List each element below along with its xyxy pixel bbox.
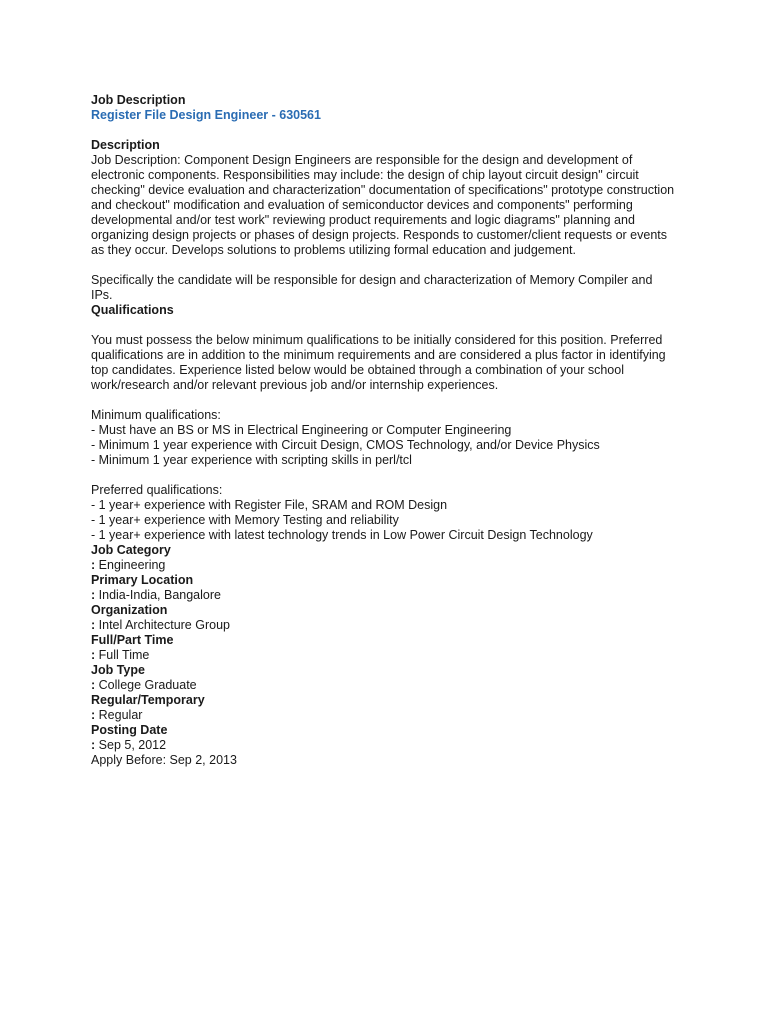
job-details xyxy=(91,543,691,768)
list-item: - 1 year+ experience with latest technology trends in Low Power Circuit Design Technology xyxy=(91,528,593,542)
preferred-qualifications-label: Preferred qualifications: xyxy=(91,483,223,497)
qualifications-intro xyxy=(91,333,691,393)
list-item: - Must have an BS or MS in Electrical Engineering or Computer Engineering xyxy=(91,423,512,437)
list-item: - Minimum 1 year experience with scripting skills in perl/tcl xyxy=(91,453,412,467)
apply-before: Apply Before: Sep 2, 2013 xyxy=(91,753,237,767)
detail-value: Full Time xyxy=(98,648,150,662)
colon-mark: : xyxy=(91,678,96,692)
list-item: - 1 year+ experience with Memory Testing and reliability xyxy=(91,513,399,527)
detail-value: Intel Architecture Group xyxy=(98,618,230,632)
detail-label: Posting Date xyxy=(91,723,168,737)
detail-value: Regular xyxy=(98,708,143,722)
description-line: Job Description: Component Design Engineers are responsible for the design and development of xyxy=(91,153,633,167)
detail-value: India-India, Bangalore xyxy=(98,588,221,602)
specific-line: IPs. xyxy=(91,288,113,302)
detail-label: Organization xyxy=(91,603,168,617)
specific-line: Specifically the candidate will be responsible for design and characterization of Memory Compiler and xyxy=(91,273,653,287)
detail-label: Primary Location xyxy=(91,573,194,587)
qualifications-intro-line: qualifications are in addition to the minimum requirements and are considered a plus factor in identifying xyxy=(91,348,666,362)
spacer xyxy=(91,393,691,408)
preferred-qualifications xyxy=(91,483,691,543)
detail-regular-temporary xyxy=(91,693,691,723)
detail-full-part-time xyxy=(91,633,691,663)
detail-value-row xyxy=(91,738,691,753)
description-heading: Description xyxy=(91,138,160,152)
detail-value-row xyxy=(91,588,691,603)
detail-value-row xyxy=(91,648,691,663)
description-line: and checkout" modification and evaluation of semiconductor devices and components" performing xyxy=(91,198,633,212)
section-label: Job Description xyxy=(91,93,186,107)
description-line: developmental and/or test work" reviewing product requirements and logic diagrams" planning and xyxy=(91,213,635,227)
spacer xyxy=(91,123,691,138)
detail-posting-date xyxy=(91,723,691,753)
colon-mark: : xyxy=(91,588,96,602)
spacer xyxy=(91,318,691,333)
detail-primary-location xyxy=(91,573,691,603)
spacer xyxy=(91,468,691,483)
colon-mark: : xyxy=(91,738,96,752)
detail-value-row xyxy=(91,678,691,693)
description-line: as they occur. Develops solutions to problems utilizing formal education and judgement. xyxy=(91,243,576,257)
detail-label: Job Category xyxy=(91,543,171,557)
spacer xyxy=(91,258,691,273)
colon-mark: : xyxy=(91,558,96,572)
detail-organization xyxy=(91,603,691,633)
specific-responsibility xyxy=(91,273,691,303)
colon-mark: : xyxy=(91,618,96,632)
qualifications-intro-line: You must possess the below minimum qualifications to be initially considered for this position. Preferred xyxy=(91,333,663,347)
detail-value-row xyxy=(91,618,691,633)
job-title-link[interactable]: Register File Design Engineer - 630561 xyxy=(91,108,321,122)
detail-value: Sep 5, 2012 xyxy=(98,738,167,752)
colon-mark: : xyxy=(91,648,96,662)
detail-value: College Graduate xyxy=(98,678,197,692)
detail-value-row xyxy=(91,558,691,573)
detail-label: Regular/Temporary xyxy=(91,693,205,707)
description-line: electronic components. Responsibilities may include: the design of chip layout circuit design" circuit xyxy=(91,168,639,182)
qualifications-intro-line: work/research and/or relevant previous job and/or internship experiences. xyxy=(91,378,499,392)
minimum-qualifications xyxy=(91,408,691,468)
detail-label: Full/Part Time xyxy=(91,633,174,647)
list-item: - 1 year+ experience with Register File, SRAM and ROM Design xyxy=(91,498,448,512)
detail-value: Engineering xyxy=(98,558,166,572)
list-item: - Minimum 1 year experience with Circuit Design, CMOS Technology, and/or Device Physics xyxy=(91,438,600,452)
minimum-qualifications-label: Minimum qualifications: xyxy=(91,408,221,422)
qualifications-intro-line: top candidates. Experience listed below would be obtained through a combination of your school xyxy=(91,363,624,377)
detail-label: Job Type xyxy=(91,663,145,677)
description-body xyxy=(91,153,691,258)
description-line: checking" device evaluation and characterization" documentation of specifications" prototype construction xyxy=(91,183,675,197)
detail-job-type xyxy=(91,663,691,693)
detail-value-row xyxy=(91,708,691,723)
job-posting-document xyxy=(91,93,691,768)
detail-job-category xyxy=(91,543,691,573)
description-line: organizing design projects or phases of design projects. Responds to customer/client requests or events xyxy=(91,228,668,242)
colon-mark: : xyxy=(91,708,96,722)
qualifications-heading: Qualifications xyxy=(91,303,174,317)
